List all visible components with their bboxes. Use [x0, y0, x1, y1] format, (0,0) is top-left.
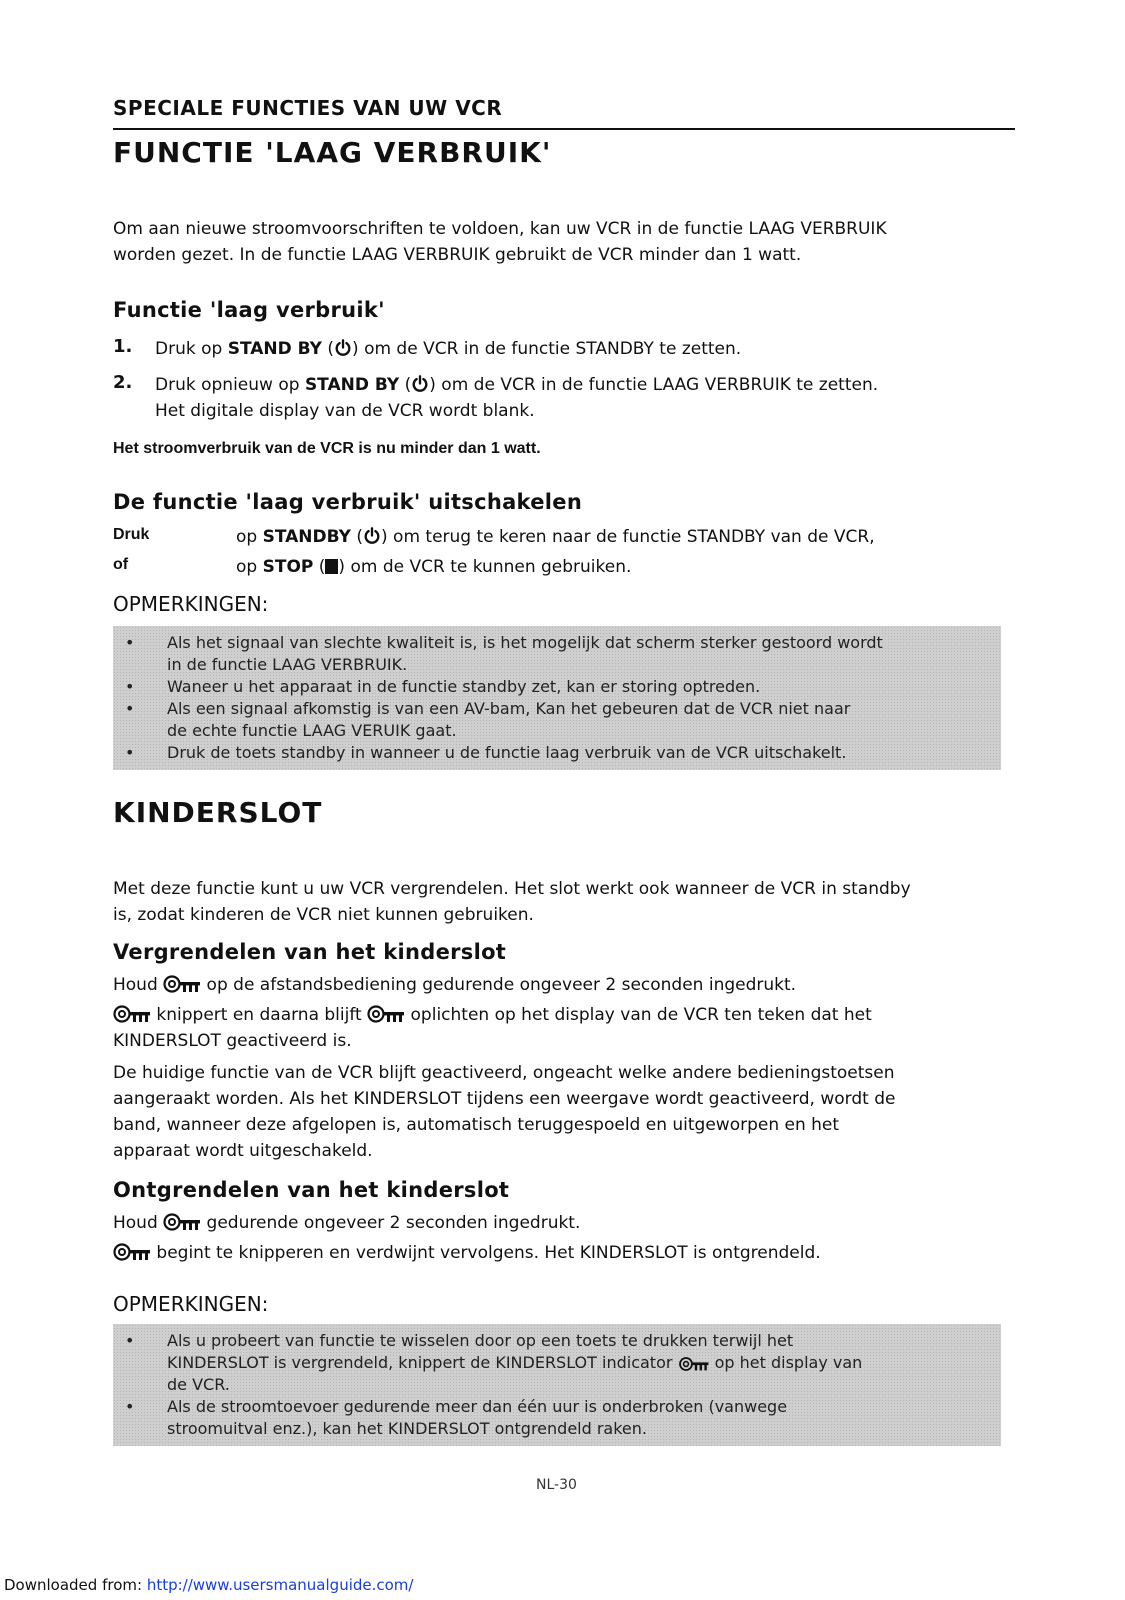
unlock-heading: Ontgrendelen van het kinderslot	[113, 1178, 510, 1202]
page-title: FUNCTIE 'LAAG VERBRUIK'	[113, 136, 552, 169]
step-1-text: Druk op STAND BY ( ) om de VCR in de functie STANDBY te zetten.	[155, 339, 742, 359]
functie-heading: Functie 'laag verbruik'	[113, 298, 385, 322]
stop-key: STOP	[262, 557, 314, 577]
notes-box-2	[113, 1324, 1001, 1446]
of-post: ) om de VCR te kunnen gebruiken.	[338, 557, 632, 577]
key-lock-icon	[367, 1004, 405, 1024]
of-label: of	[113, 556, 129, 573]
section-header: SPECIALE FUNCTIES VAN UW VCR	[113, 96, 503, 120]
note-item: • Als de stroomtoevoer gedurende meer dan één uur is onderbroken (vanwege stroomuitval enz.), kan het KINDERSLOT ontgrendeld raken.	[125, 1397, 788, 1438]
step-1-post: ) om de VCR in de functie STANDBY te zetten.	[352, 339, 742, 359]
lock-heading: Vergrendelen van het kinderslot	[113, 940, 507, 964]
step-1-number: 1.	[113, 336, 133, 357]
lock-instructions: Houd op de afstandsbediening gedurende ongeveer 2 seconden ingedrukt. knippert en daarna blijft oplichten op het display van de VCR ten teken dat het KINDERSLOT geactiveerd is. De huidige functie van de VCR blijft geactiveerd, ongeacht welke andere bedieningstoetsen aangeraakt worden. Als het KINDERSLOT tijdens een weergave wordt geactiveerd, wordt de band, wanneer deze afgelopen is, automatisch teruggespoeld en uitgeworpen en het apparaat wordt uitgeschakeld.	[113, 975, 896, 1161]
power-note: Het stroomverbruik van de VCR is nu minder dan 1 watt.	[113, 440, 541, 457]
power-icon	[411, 375, 429, 393]
of-row-text: op STOP ( ) om de VCR te kunnen gebruiken.	[236, 557, 632, 577]
power-icon	[363, 527, 381, 545]
druk-label: Druk	[113, 526, 150, 543]
key-lock-icon	[113, 1242, 151, 1262]
stop-icon	[325, 559, 338, 574]
note-item: • Waneer u het apparaat in de functie standby zet, kan er storing optreden.	[125, 677, 761, 696]
page-number: NL-30	[536, 1477, 577, 1493]
note-item: • Als een signaal afkomstig is van een AV-bam, Kan het gebeuren dat de VCR niet naar de echte functie LAAG VERUIK gaat.	[125, 699, 851, 740]
power-icon	[334, 339, 352, 357]
step-2-line-2: Het digitale display van de VCR wordt blank.	[155, 401, 535, 421]
unlock-instructions: Houd gedurende ongeveer 2 seconden ingedrukt. begint te knipperen en verdwijnt vervolgens. Het KINDERSLOT is ontgrendeld.	[113, 1213, 821, 1263]
kinderslot-title: KINDERSLOT	[113, 796, 323, 829]
opmerkingen-heading-2: OPMERKINGEN:	[113, 1292, 269, 1316]
standby-key: STANDBY	[262, 527, 351, 547]
header-rule	[113, 128, 1015, 130]
step-2-number: 2.	[113, 372, 133, 393]
download-footer: Downloaded from: http://www.usersmanualguide.com/	[4, 1576, 414, 1594]
uitschakelen-heading: De functie 'laag verbruik' uitschakelen	[113, 490, 583, 514]
step-1-pre: Druk op	[155, 339, 228, 359]
kinderslot-intro: Met deze functie kunt u uw VCR vergrendelen. Het slot werkt ook wanneer de VCR in standby is, zodat kinderen de VCR niet kunnen gebruiken.	[113, 879, 911, 925]
key-lock-icon	[678, 1356, 710, 1372]
opmerkingen-heading-1: OPMERKINGEN:	[113, 592, 269, 616]
note-item: • Als u probeert van functie te wisselen door op een toets te drukken terwijl het KINDERSLOT is vergrendeld, knippert de KINDERSLOT indicator op het display van de VCR.	[125, 1331, 863, 1394]
of-pre: op	[236, 557, 263, 577]
key-lock-icon	[163, 974, 201, 994]
stand-by-key: STAND BY	[227, 339, 322, 359]
note-item: • Als het signaal van slechte kwaliteit is, is het mogelijk dat scherm sterker gestoord wordt in de functie LAAG VERBRUIK.	[125, 633, 883, 674]
druk-pre: op	[236, 527, 263, 547]
key-lock-icon	[163, 1212, 201, 1232]
note-item: • Druk de toets standby in wanneer u de functie laag verbruik van de VCR uitschakelt.	[125, 743, 847, 762]
notes-box-1	[113, 626, 1001, 770]
step-2-post: ) om de VCR in de functie LAAG VERBRUIK te zetten.	[429, 375, 879, 395]
druk-row-text: op STANDBY ( ) om terug te keren naar de functie STANDBY van de VCR,	[236, 527, 875, 547]
step-2-text: Druk opnieuw op STAND BY ( ) om de VCR in de functie LAAG VERBRUIK te zetten. Het digitale display van de VCR wordt blank.	[155, 372, 1015, 424]
key-lock-icon	[113, 1004, 151, 1024]
step-2-pre: Druk opnieuw op	[155, 375, 305, 395]
intro-line-1: Om aan nieuwe stroomvoorschriften te voldoen, kan uw VCR in de functie LAAG VERBRUIK	[113, 219, 887, 239]
intro-paragraph	[113, 216, 1013, 268]
download-link[interactable]: http://www.usersmanualguide.com/	[146, 1576, 414, 1594]
intro-line-2: worden gezet. In de functie LAAG VERBRUIK gebruikt de VCR minder dan 1 watt.	[113, 245, 802, 265]
druk-post: ) om terug te keren naar de functie STANDBY van de VCR,	[381, 527, 875, 547]
stand-by-key: STAND BY	[304, 375, 400, 395]
